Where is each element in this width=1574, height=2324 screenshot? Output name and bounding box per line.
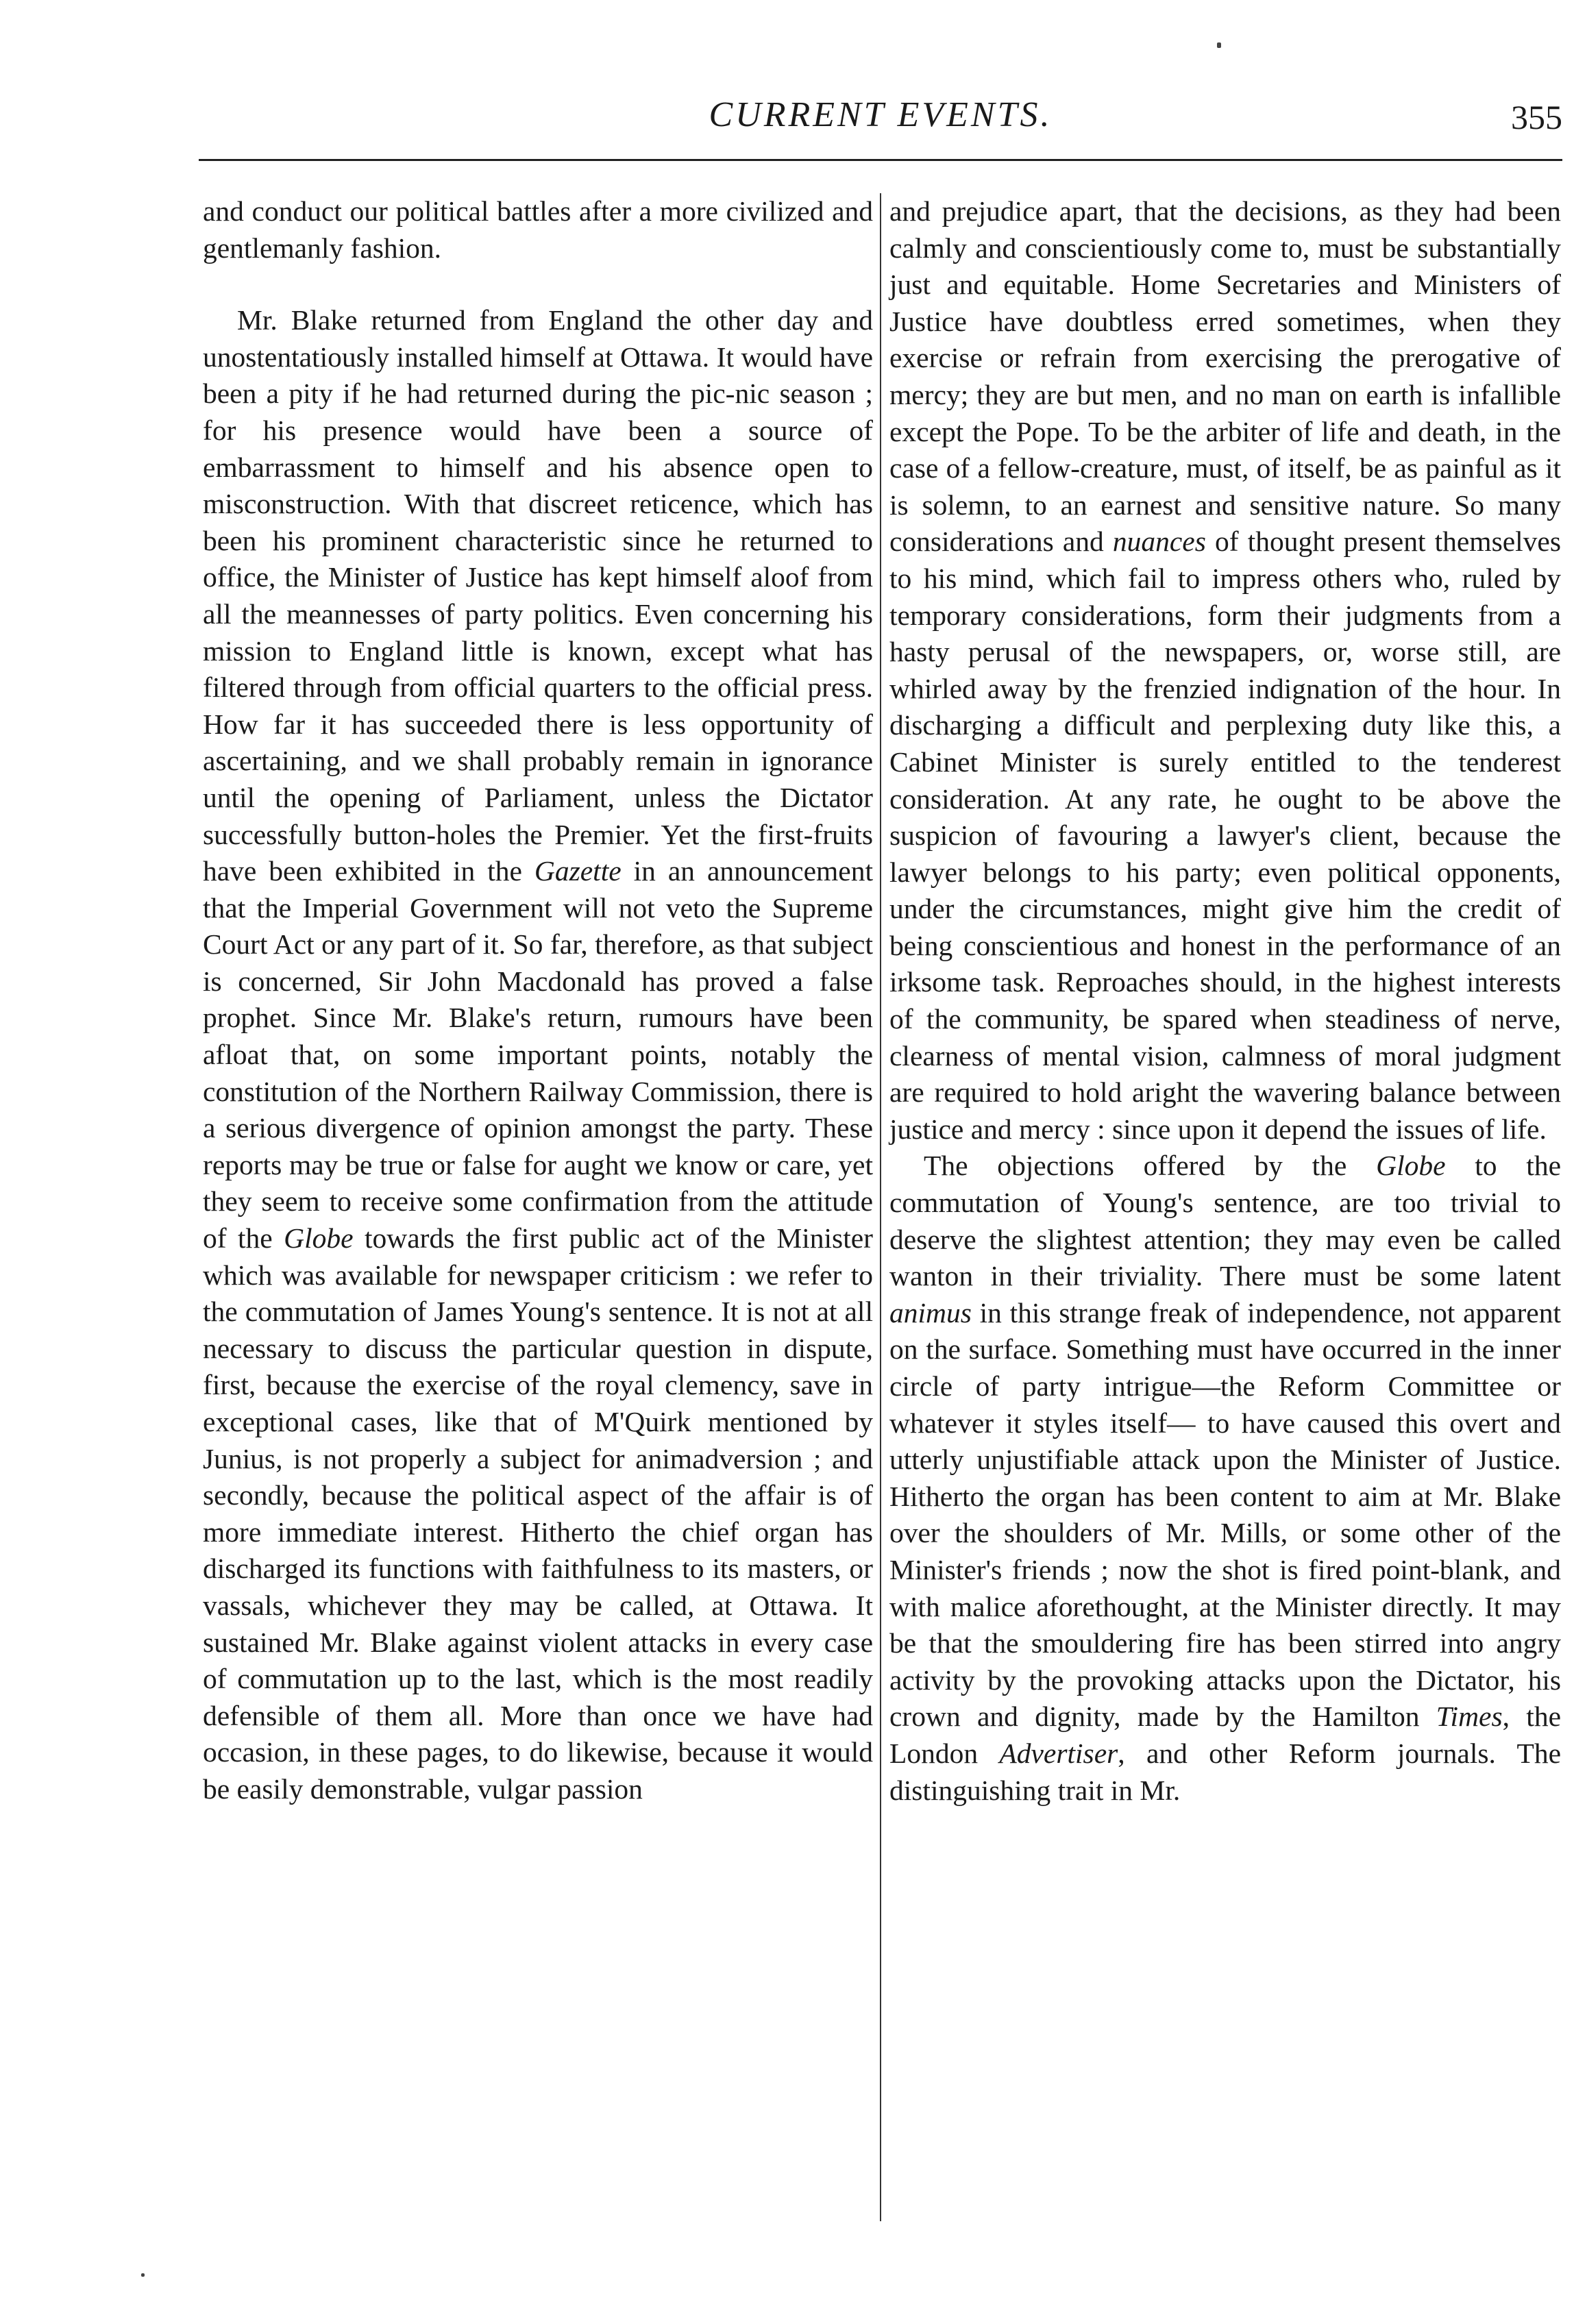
italic-times: Times: [1436, 1701, 1503, 1733]
italic-globe: Globe: [1376, 1150, 1446, 1182]
page-header: [199, 82, 1562, 151]
text-run: in an announcement that the Imperial Government will not veto the Supreme Court Act or any part of it. So far, therefore, as that subject is concerned, Sir John Macdonald has proved a false prophet. Since Mr. Blake's return, rumours have been afloat that, on some important points, notably the constitution of the Northern Railway Commission, there is a serious divergence of opinion amongst the party. These reports may be true or false for aught we know or care, yet they seem to receive some confirmation from the attitude of the: [203, 855, 873, 1254]
text-run: , and other Reform journals. The distinguishing trait in Mr.: [889, 1737, 1561, 1806]
italic-globe: Globe: [284, 1222, 354, 1254]
italic-nuances: nuances: [1112, 526, 1206, 558]
running-title: CURRENT EVENTS.: [709, 95, 1053, 134]
text-run: The objections offered by the: [924, 1150, 1377, 1182]
text-run: Mr. Blake returned from England the other day and unostentatiously installed himself at Ottawa. It would have been a pity if he had returned during the pic-nic season ; for his presence would have been a source of embarrassment to himself and his absence open to misconstruction. With that discreet reticence, which has been his prominent characteristic since he returned to office, the Minister of Justice has kept himself aloof from all the meannesses of party politics. Even concerning his mission to England little is known, except what has filtered through from official quarters to the official press. How far it has succeeded there is less opportunity of ascertaining, and we shall probably remain in ignorance until the opening of Parliament, unless the Dictator successfully button-holes the Premier. Yet the first-fruits have been exhibited in the: [203, 304, 873, 887]
print-speck: [141, 2273, 145, 2277]
text-run: , the London: [889, 1701, 1562, 1769]
column-divider: [880, 193, 881, 2221]
right-column: [889, 193, 1561, 1809]
header-rule: [199, 159, 1562, 161]
left-column: [203, 193, 873, 1808]
text-run: and conduct our political battles after a more civilized and gentlemanly fashion.: [203, 195, 873, 264]
italic-advertiser: Advertiser: [999, 1737, 1118, 1769]
paragraph: [889, 1148, 1561, 1809]
italic-animus: animus: [889, 1296, 972, 1328]
text-run: in this strange freak of independence, not apparent on the surface. Something must have occurred in the inner circle of party intrigue—the Reform Committee or whatever it styles itself— to have caused this overt and utterly unjustifiable attack upon the Minister of Justice. Hitherto the organ has been content to aim at Mr. Blake over the shoulders of Mr. Mills, or some other of the Minister's friends ; now the shot is fired point-blank, and with malice aforethought, at the Minister directly. It may be that the smouldering fire has been stirred into angry activity by the provoking attacks upon the Dictator, his crown and dignity, made by the Hamilton: [889, 1296, 1561, 1733]
paragraph: [203, 302, 873, 1807]
text-run: of thought present themselves to his mind, which fail to impress others who, ruled by temporary considerations, form their judgments from a hasty perusal of the newspapers, or, worse still, are whirled away by the frenzied indignation of the hour. In discharging a difficult and perplexing duty like this, a Cabinet Minister is surely entitled to the tenderest consideration. At any rate, he ought to be above the suspicion of favouring a lawyer's client, because the lawyer belongs to his party; even political opponents, under the circumstances, might give him the credit of being conscientious and honest in the performance of an irksome task. Reproaches should, in the highest interests of the community, be spared when steadiness of nerve, clearness of mental vision, calmness of moral judgment are required to hold aright the wavering balance between justice and mercy : since upon it depend the issues of life.: [889, 526, 1561, 1145]
paragraph: [889, 193, 1561, 1148]
paragraph: [203, 193, 873, 267]
italic-gazette: Gazette: [534, 855, 622, 887]
print-speck: [1217, 42, 1221, 48]
text-run: to the commutation of Young's sentence, are too trivial to deserve the slightest attention; they may even be called wanton in their triviality. There must be some latent: [889, 1150, 1561, 1292]
text-run: and prejudice apart, that the decisions, as they had been calmly and conscientiously come to, must be substantially just and equitable. Home Secretaries and Ministers of Justice have doubtless erred sometimes, when they exercise or refrain from exercising the prerogative of mercy; they are but men, and no man on earth is infallible except the Pope. To be the arbiter of life and death, in the case of a fellow-creature, must, of itself, be as painful as it is solemn, to an earnest and sensitive nature. So many considerations and: [889, 195, 1561, 558]
text-run: towards the first public act of the Minister which was available for newspaper criticism : we refer to the commutation of James Young's sentence. It is not at all necessary to discuss the particular question in dispute, first, because the exercise of the royal clemency, save in exceptional cases, like that of M'Quirk mentioned by Junius, is not properly a subject for animadversion ; and secondly, because the political aspect of the affair is of more immediate interest. Hitherto the chief organ has discharged its functions with faithfulness to its masters, or vassals, whichever they may be called, at Ottawa. It sustained Mr. Blake against violent attacks in every case of commutation up to the last, which is the most readily defensible of them all. More than once we have had occasion, in these pages, to do likewise, because it would be easily demonstrable, vulgar passion: [203, 1222, 873, 1805]
page-number: 355: [1511, 98, 1562, 136]
